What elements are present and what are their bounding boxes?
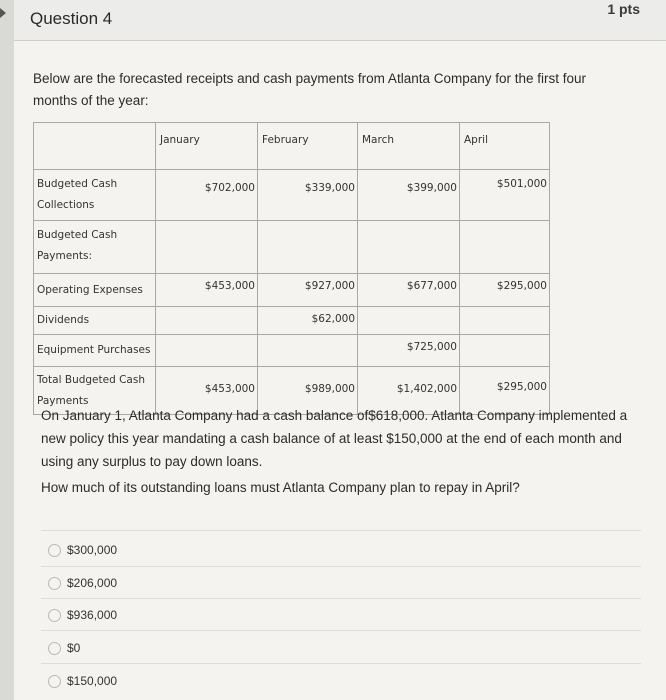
table-cell: $453,000 (156, 367, 258, 415)
table-cell (156, 307, 258, 335)
answer-option[interactable] (48, 639, 80, 657)
table-cell: $927,000 (258, 274, 358, 307)
radio-button[interactable] (48, 609, 61, 622)
table-cell (460, 335, 550, 367)
table-cell: $453,000 (156, 274, 258, 307)
table-row (34, 335, 550, 367)
table-header-row (34, 123, 550, 170)
table-cell: $702,000 (156, 170, 258, 221)
table-cell: $62,000 (258, 307, 358, 335)
table-cell (156, 335, 258, 367)
radio-button[interactable] (48, 642, 61, 655)
question-header (14, 0, 666, 41)
table-cell (156, 221, 258, 274)
row-label (34, 221, 156, 274)
table-cell: $677,000 (358, 274, 460, 307)
row-label-text: Operating Expenses (37, 283, 143, 296)
table-cell: $501,000 (460, 170, 550, 221)
row-label (34, 274, 156, 307)
question-prompt: How much of its outstanding loans must Atlanta Company plan to repay in April? (41, 480, 520, 495)
table-cell: $399,000 (358, 170, 460, 221)
table-cell (258, 221, 358, 274)
divider (41, 598, 641, 599)
question-points: 1 pts (607, 1, 640, 17)
answer-option-label: $936,000 (67, 608, 118, 622)
row-label-text: Budgeted Cash Payments: (37, 229, 118, 262)
table-cell (258, 335, 358, 367)
table-row (34, 307, 550, 335)
table-cell (358, 307, 460, 335)
radio-button[interactable] (48, 675, 61, 688)
answer-option-label: $150,000 (67, 674, 118, 688)
table-cell: $1,402,000 (358, 367, 460, 415)
answer-option[interactable] (48, 541, 117, 559)
row-label-text: Total Budgeted Cash Payments (37, 374, 145, 407)
divider (41, 566, 641, 567)
table-row (34, 170, 550, 221)
column-header: April (460, 123, 550, 170)
row-label-text: Equipment Purchases (37, 344, 151, 356)
table-cell: $989,000 (258, 367, 358, 415)
table-cell (358, 221, 460, 274)
budget-table (33, 122, 550, 415)
row-label (34, 170, 156, 221)
table-cell: $295,000 (460, 367, 550, 415)
table-cell: $339,000 (258, 170, 358, 221)
column-header: January (156, 123, 258, 170)
row-label (34, 335, 156, 367)
table-cell: $725,000 (358, 335, 460, 367)
scenario-text: On January 1, Atlanta Company had a cash balance of$618,000. Atlanta Company implemented a new policy this year mandating a cash balance of at least $150,000 at the end of each month and using any surplus to pay down loans. (41, 408, 628, 469)
table-cell (460, 307, 550, 335)
radio-button[interactable] (48, 577, 61, 590)
table-cell (460, 221, 550, 274)
answer-option-label: $206,000 (67, 576, 118, 590)
answer-option[interactable] (48, 574, 117, 592)
intro-text: Below are the forecasted receipts and cash payments from Atlanta Company for the first four months of the year: (33, 71, 587, 108)
row-label-text: Dividends (37, 314, 90, 326)
table-row (34, 274, 550, 307)
column-header: February (258, 123, 358, 170)
question-marker-icon (0, 8, 6, 18)
answer-option-label: $0 (67, 641, 81, 655)
question-title: Question 4 (30, 9, 113, 28)
row-label-text: Budgeted Cash Collections (37, 178, 118, 211)
answer-option[interactable] (48, 606, 117, 624)
divider (41, 663, 641, 664)
divider (41, 630, 641, 631)
row-label (34, 307, 156, 335)
header-blank-cell (34, 123, 156, 170)
answer-option[interactable] (48, 672, 117, 690)
column-header: March (358, 123, 460, 170)
radio-button[interactable] (48, 544, 61, 557)
divider (41, 530, 641, 531)
answer-option-label: $300,000 (67, 543, 118, 557)
table-cell: $295,000 (460, 274, 550, 307)
table-row (34, 221, 550, 274)
